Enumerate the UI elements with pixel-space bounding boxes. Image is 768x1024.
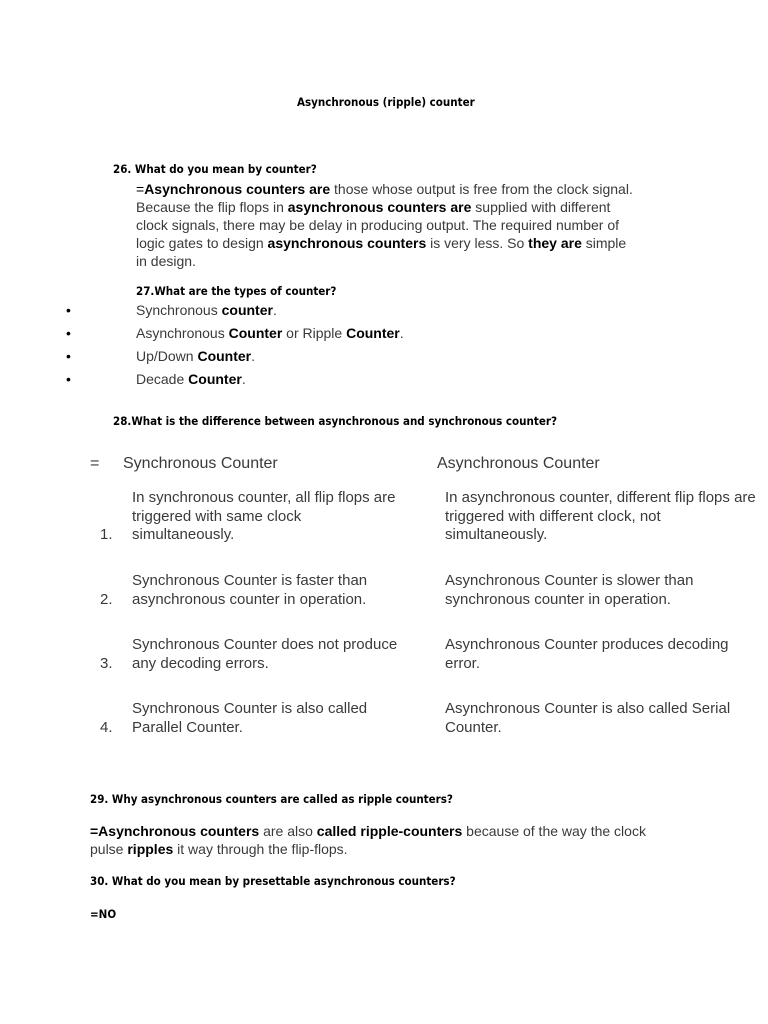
- sync-cell: [132, 572, 367, 609]
- bold-span: Counter: [188, 371, 242, 387]
- text-span: =: [136, 181, 145, 197]
- cell-line: error.: [445, 654, 481, 672]
- cell-line: In asynchronous counter, different flip flops are: [445, 489, 756, 506]
- bold-span: counter: [221, 302, 273, 318]
- bold-span: called ripple-counters: [316, 823, 463, 839]
- bold-span: they are: [528, 235, 582, 251]
- cell-line: In synchronous counter, all flip flops are: [132, 489, 396, 506]
- text-span: Decade: [136, 371, 189, 387]
- q26-answer-line-3: clock signals, there may be delay in producing output. The required number of: [136, 217, 620, 233]
- text-span: because of the way the clock: [462, 823, 646, 839]
- cell-line: triggered with same clock: [132, 507, 302, 525]
- text-span: Asynchronous: [136, 325, 229, 341]
- bullet-icon: •: [66, 302, 71, 318]
- row-number: 3.: [100, 655, 113, 672]
- list-item: [136, 347, 255, 365]
- q26-answer-line-2: [136, 198, 610, 216]
- text-span: .: [272, 302, 277, 318]
- bold-span: asynchronous counters are: [287, 199, 472, 215]
- bold-span: =Asynchronous counters: [90, 823, 260, 839]
- question-29-heading: 29. Why asynchronous counters are called as ripple counters?: [90, 792, 453, 806]
- cell-line: asynchronous counter in operation.: [132, 590, 367, 608]
- text-span: Up/Down: [136, 348, 198, 364]
- async-cell: [445, 489, 756, 545]
- text-span: logic gates to design: [136, 235, 268, 251]
- q29-answer-line-2: [90, 840, 348, 858]
- cell-line: Synchronous Counter does not produce: [132, 636, 398, 653]
- q29-answer-line-1: [90, 822, 646, 840]
- async-cell: [445, 572, 693, 609]
- cell-line: Asynchronous Counter is also called Serial: [445, 700, 731, 717]
- table-header-synchronous: Synchronous Counter: [123, 455, 278, 472]
- q26-answer-line-4: [136, 234, 626, 252]
- text-span: .: [251, 348, 256, 364]
- bold-span: Counter: [228, 325, 283, 341]
- sync-cell: [132, 700, 367, 737]
- bullet-icon: •: [66, 348, 71, 364]
- bold-span: asynchronous counters: [267, 235, 427, 251]
- text-span: or Ripple: [282, 325, 347, 341]
- cell-line: Counter.: [445, 718, 502, 736]
- text-span: simple: [581, 235, 627, 251]
- question-26-heading: 26. What do you mean by counter?: [113, 162, 317, 176]
- cell-line: triggered with different clock, not: [445, 507, 661, 525]
- cell-line: Synchronous Counter is faster than: [132, 572, 368, 589]
- cell-line: simultaneously.: [445, 526, 548, 543]
- sync-cell: [132, 489, 395, 545]
- text-span: those whose output is free from the clock signal.: [330, 181, 633, 197]
- row-number: 2.: [100, 591, 113, 608]
- bullet-icon: •: [66, 325, 71, 341]
- bold-span: Counter: [346, 325, 400, 341]
- sync-cell: [132, 636, 397, 673]
- row-number: 4.: [100, 719, 113, 736]
- list-item: [136, 301, 277, 319]
- text-span: .: [399, 325, 404, 341]
- text-span: are also: [259, 823, 317, 839]
- cell-line: simultaneously.: [132, 526, 235, 543]
- async-cell: [445, 700, 730, 737]
- cell-line: Asynchronous Counter is slower than: [445, 572, 694, 589]
- cell-line: Parallel Counter.: [132, 718, 243, 736]
- q26-answer-line-5: in design.: [136, 253, 196, 269]
- text-span: is very less. So: [426, 235, 529, 251]
- q30-answer: =NO: [90, 907, 117, 921]
- cell-line: Synchronous Counter is also called: [132, 700, 368, 717]
- bold-span: ripples: [127, 841, 174, 857]
- table-header-asynchronous: Asynchronous Counter: [437, 455, 600, 472]
- cell-line: any decoding errors.: [132, 654, 269, 672]
- bold-span: Asynchronous counters are: [144, 181, 331, 197]
- list-item: [136, 370, 246, 388]
- async-cell: [445, 636, 729, 673]
- list-item: [136, 324, 404, 342]
- cell-line: synchronous counter in operation.: [445, 590, 671, 608]
- text-span: Synchronous: [136, 302, 222, 318]
- page-title: Asynchronous (ripple) counter: [297, 95, 475, 109]
- question-28-heading: 28.What is the difference between asynchronous and synchronous counter?: [113, 414, 557, 428]
- equals-sign: =: [90, 455, 100, 472]
- text-span: it way through the flip-flops.: [173, 841, 348, 857]
- q26-answer-line-1: [136, 180, 633, 198]
- bold-span: Counter: [197, 348, 252, 364]
- question-30-heading: 30. What do you mean by presettable asynchronous counters?: [90, 874, 456, 888]
- text-span: pulse: [90, 841, 128, 857]
- text-span: .: [241, 371, 246, 387]
- question-27-heading: 27.What are the types of counter?: [136, 284, 337, 298]
- text-span: supplied with different: [471, 199, 611, 215]
- row-number: 1.: [100, 526, 113, 543]
- text-span: Because the flip flops in: [136, 199, 288, 215]
- cell-line: Asynchronous Counter produces decoding: [445, 636, 729, 653]
- bullet-icon: •: [66, 371, 71, 387]
